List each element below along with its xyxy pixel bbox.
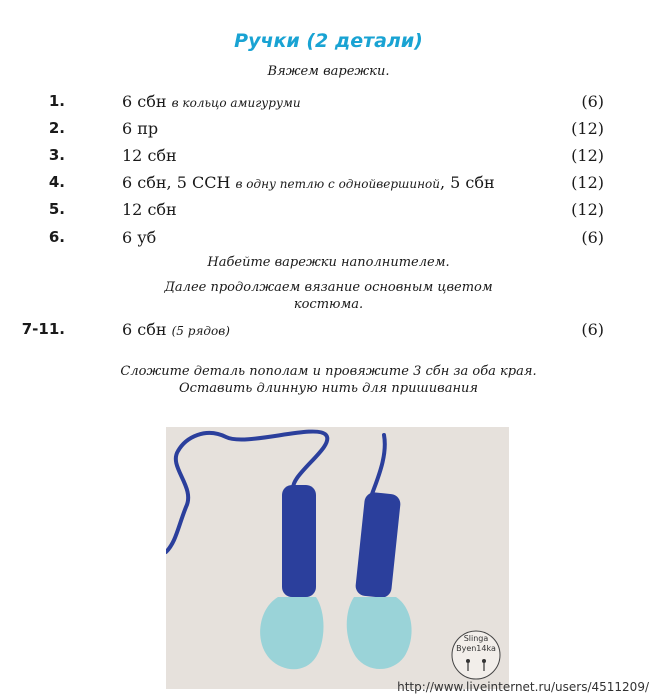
row-main: 6 пр [122, 119, 159, 138]
logo-text-bottom: Byen14ka [456, 644, 496, 653]
page-title: Ручки (2 детали) [234, 30, 423, 52]
mittens-illustration [166, 427, 509, 689]
row-number: 5. [48, 200, 65, 218]
page-subtitle: Вяжем варежки. [267, 64, 390, 79]
logo-figure-icon [482, 659, 486, 663]
row-main: 6 сбн [122, 320, 167, 339]
row-count: (12) [571, 200, 604, 219]
left-mitten [260, 597, 323, 669]
row-number: 4. [48, 173, 65, 191]
row-main: 6 сбн [122, 92, 167, 111]
row-number: 2. [48, 119, 65, 137]
source-url[interactable]: http://www.liveinternet.ru/users/4511209/ [397, 680, 649, 694]
instruction-row [0, 117, 657, 141]
logo-figure-icon [466, 659, 470, 663]
left-arm-tube [282, 485, 316, 597]
row-instruction [122, 200, 177, 219]
row-tail: , 5 сбн [439, 173, 495, 192]
continue-note-line2: костюма. [293, 297, 364, 312]
row-note: в одну петлю с однойвершиной [235, 177, 440, 191]
row-number: 3. [48, 146, 65, 164]
row-note: (5 рядов) [171, 324, 230, 338]
mittens-photo [166, 427, 509, 689]
row-number: 1. [48, 92, 65, 110]
row-main: 6 уб [122, 228, 157, 247]
instruction-row [0, 318, 657, 342]
row-instruction [122, 320, 230, 339]
logo-text-top: Slinga [463, 634, 489, 643]
fold-note-line2: Оставить длинную нить для пришивания [179, 381, 478, 396]
instruction-row [0, 198, 657, 222]
row-main: 6 сбн, 5 ССН [122, 173, 231, 192]
row-instruction [122, 173, 495, 192]
row-note: в кольцо амигуруми [171, 96, 301, 110]
instruction-row [0, 226, 657, 250]
row-number: 7-11. [21, 320, 65, 338]
row-count: (6) [581, 228, 604, 247]
row-instruction [122, 92, 301, 111]
continue-note-line1: Далее продолжаем вязание основным цветом [164, 280, 493, 295]
row-instruction [122, 228, 156, 247]
instruction-row [0, 90, 657, 114]
row-count: (12) [571, 173, 604, 192]
instruction-row [0, 144, 657, 168]
instruction-row [0, 171, 657, 195]
row-count: (6) [581, 92, 604, 111]
row-count: (12) [571, 119, 604, 138]
row-instruction [122, 146, 177, 165]
row-instruction [122, 119, 158, 138]
row-count: (6) [581, 320, 604, 339]
row-main: 12 сбн [122, 146, 177, 165]
row-count: (12) [571, 146, 604, 165]
fold-note-line1: Сложите деталь пополам и провяжите 3 сбн за оба края. [120, 364, 537, 379]
row-number: 6. [48, 228, 65, 246]
stuffing-note: Набейте варежки наполнителем. [207, 255, 450, 270]
row-main: 12 сбн [122, 200, 177, 219]
